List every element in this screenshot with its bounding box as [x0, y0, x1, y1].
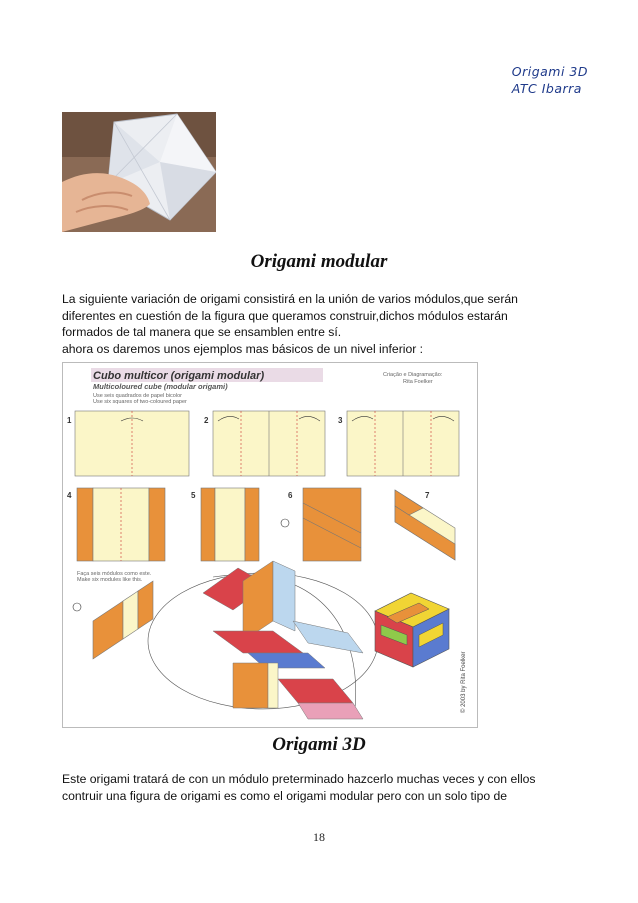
step-number: 4	[67, 491, 72, 500]
diagram-copyright: © 2003 by Rita Foelker	[461, 651, 467, 713]
header-subtitle: ATC Ibarra	[511, 81, 582, 96]
origami-photo	[62, 112, 216, 232]
paragraph-line: contruir una figura de origami es como el origami modular pero con un solo tipo de	[62, 788, 508, 803]
step-number: 3	[338, 416, 343, 425]
section1-paragraph	[62, 291, 582, 357]
header-title: Origami 3D	[511, 64, 588, 79]
paragraph-line: Este origami tratará de con un módulo preterminado hazcerlo muchas veces y con ellos	[62, 772, 536, 786]
section2-paragraph	[62, 771, 582, 804]
diagram-title: Cubo multicor (origami modular)	[93, 370, 265, 382]
step-number: 2	[204, 416, 209, 425]
page-number: 18	[313, 830, 325, 844]
origami-instruction-diagram	[62, 362, 478, 728]
document-header	[512, 63, 588, 97]
diagram-instruction-en: Use six squares of two-coloured paper	[93, 399, 187, 405]
step-number: 6	[288, 491, 293, 500]
diagram-note-pt: Faça seis módulos como este.	[77, 571, 152, 577]
diagram-author: Rita Foelker	[403, 379, 433, 385]
paragraph-line: diferentes en cuestión de la figura que queramos construir,dichos módulos estarán	[62, 308, 508, 323]
paragraph-line: formados de tal manera que se ensamblen entre sí.	[62, 325, 342, 339]
diagram-note-en: Make six modules like this.	[77, 577, 143, 583]
diagram-credit: Criação e Diagramação:	[383, 372, 443, 378]
section-title-modular: Origami modular	[250, 251, 388, 272]
diagram-subtitle: Multicoloured cube (modular origami)	[93, 382, 228, 391]
paragraph-line: ahora os daremos unos ejemplos mas básicos de un nivel inferior :	[62, 341, 424, 356]
section-title-3d: Origami 3D	[272, 734, 366, 755]
step-number: 5	[191, 491, 196, 500]
paragraph-line: La siguiente variación de origami consistirá en la unión de varios módulos,que serán	[62, 292, 518, 306]
diagram-instruction-pt: Use seis quadrados de papel bicolor	[93, 393, 182, 399]
step-number: 7	[425, 491, 430, 500]
step-number: 1	[67, 416, 72, 425]
